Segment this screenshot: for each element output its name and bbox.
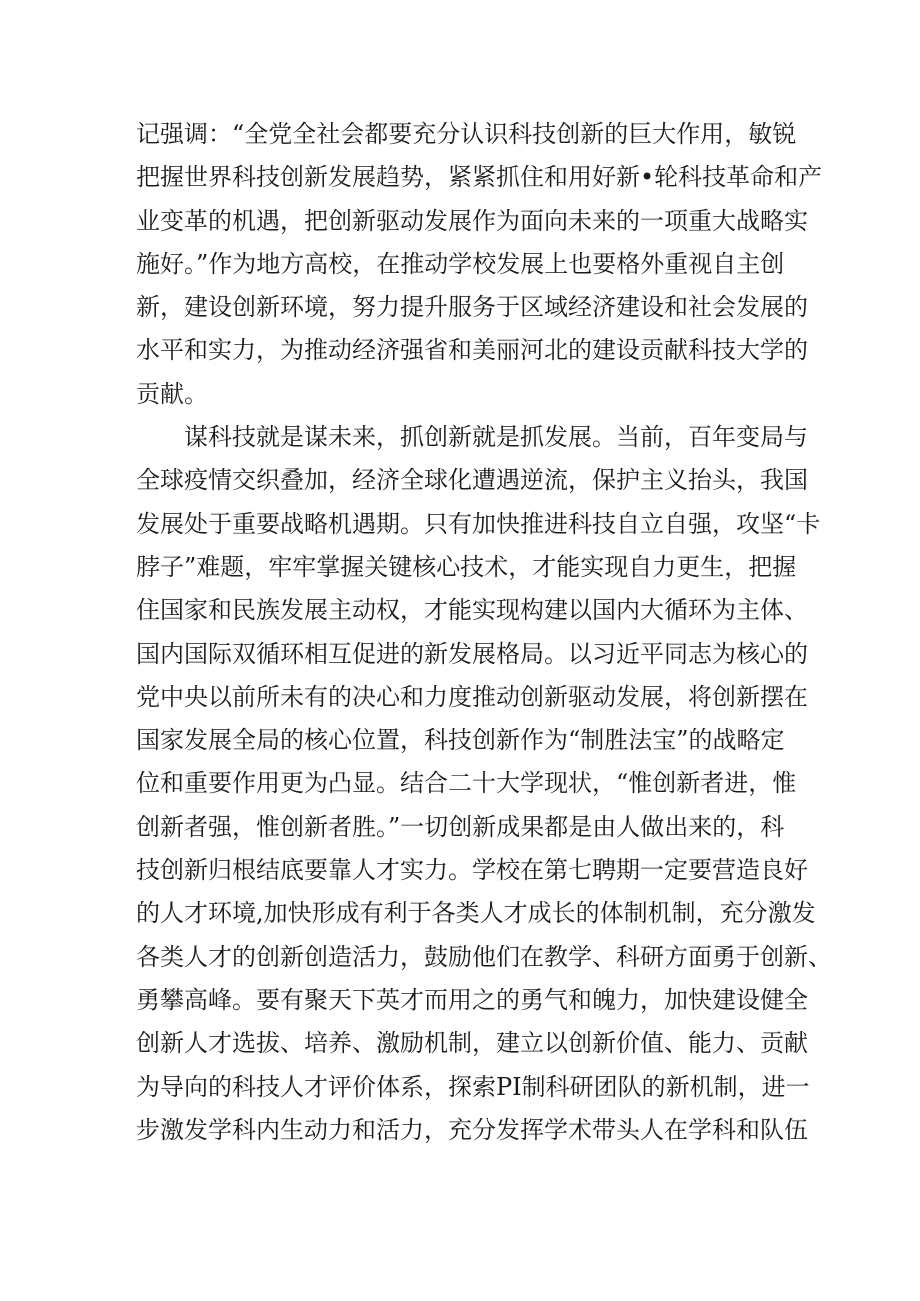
paragraph-line: 为导向的科技人才评价体系，探索PI制科研团队的新机制，进一 bbox=[136, 1072, 810, 1101]
paragraph-line: 业变革的机遇，把创新驱动发展作为面向未来的一项重大战略实 bbox=[136, 206, 808, 235]
paragraph-1 bbox=[136, 113, 823, 416]
paragraph-line: 各类人才的创新创造活力，鼓励他们在教学、科研方面勇于创新、 bbox=[136, 942, 832, 971]
paragraph-line bbox=[136, 1152, 784, 1195]
paragraph-line: 创新者强，惟创新者胜。”一切创新成果都是由人做出来的，科 bbox=[136, 812, 785, 841]
paragraph-line: 的人才环境,加快形成有利于各类人才成长的体制机制，充分激发 bbox=[136, 899, 816, 928]
paragraph-line bbox=[136, 1195, 784, 1238]
paragraph-line: 勇攀高峰。要有聚天下英才而用之的勇气和魄力，加快建设健全 bbox=[136, 985, 808, 1014]
paragraph-line: 党中央以前所未有的决心和力度推动创新驱动发展，将创新摆在 bbox=[136, 682, 808, 711]
paragraph-line: 国家发展全局的核心位置，科技创新作为“制胜法宝”的战略定 bbox=[136, 726, 785, 755]
paragraph-line: 发展处于重要战略机遇期。只有加快推进科技自立自强，攻坚“卡 bbox=[136, 509, 821, 538]
paragraph-line: 施好。”作为地方高校，在推动学校发展上也要格外重视自主创 bbox=[136, 249, 785, 278]
paragraph-line: 贡献。 bbox=[136, 379, 208, 408]
paragraph-line: 步激发学科内生动力和活力，充分发挥学术带头人在学科和队伍 bbox=[136, 1115, 808, 1144]
paragraph-line: 技创新归根结底要靠人才实力。学校在第七聘期一定要营造良好 bbox=[136, 856, 808, 885]
document-body bbox=[136, 113, 832, 1239]
paragraph-line: 全球疫情交织叠加，经济全球化遭遇逆流，保护主义抬头，我国 bbox=[136, 466, 808, 495]
paragraph-line: 脖子”难题，牢牢掌握关键核心技术，才能实现自力更生，把握 bbox=[136, 552, 797, 581]
paragraph-line: 记强调：“全党全社会都要充分认识科技创新的巨大作用，敏锐 bbox=[136, 120, 797, 148]
paragraph-line: 住国家和民族发展主动权，才能实现构建以国内大循环为主体、 bbox=[136, 596, 808, 625]
paragraph-line: 水平和实力，为推动经济强省和美丽河北的建设贡献科技大学的 bbox=[136, 336, 808, 365]
paragraph-line: 国内国际双循环相互促进的新发展格局。以习近平同志为核心的 bbox=[136, 639, 808, 668]
paragraph-2 bbox=[136, 416, 832, 1239]
paragraph-line: 把握世界科技创新发展趋势，紧紧抓住和用好新•轮科技革命和产 bbox=[136, 163, 823, 192]
paragraph-line: 位和重要作用更为凸显。结合二十大学现状，“惟创新者进，惟 bbox=[136, 769, 797, 798]
paragraph-line: 谋科技就是谋未来，抓创新就是抓发展。当前，百年变局与 bbox=[136, 423, 808, 452]
paragraph-line: 新，建设创新环境，努力提升服务于区域经济建设和社会发展的 bbox=[136, 293, 808, 322]
paragraph-line: 创新人才选拔、培养、激励机制，建立以创新价值、能力、贡献 bbox=[136, 1029, 808, 1058]
